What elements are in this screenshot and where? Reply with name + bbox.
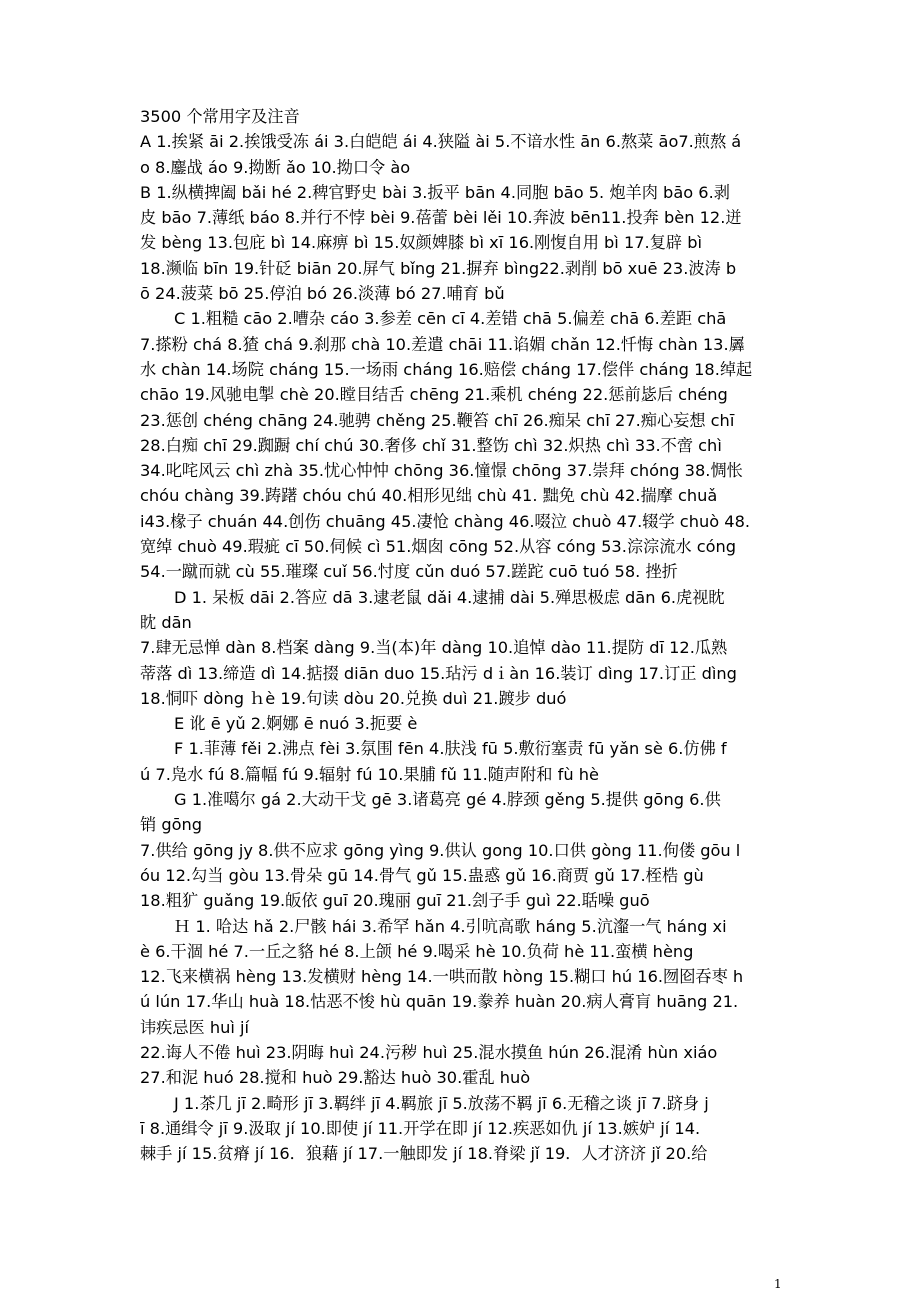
text-line: G 1.准噶尔 gá 2.大动干戈 gē 3.诸葛亮 gé 4.脖颈 gěng 5.提供 gōng 6.供	[174, 790, 721, 810]
page-number: 1	[774, 1277, 782, 1291]
text-line: C 1.粗糙 cāo 2.嘈杂 cáo 3.参差 cēn cī 4.差错 chā 5.偏差 chā 6.差距 chā	[174, 309, 727, 329]
text-line: B 1.纵横捭阖 bǎi hé 2.稗官野史 bài 3.扳平 bān 4.同胞 bāo 5. 炮羊肉 bāo 6.剥	[140, 182, 730, 202]
text-line: 发 bèng 13.包庇 bì 14.麻痹 bì 15.奴颜婢膝 bì xī 16.刚愎自用 bì 17.复辟 bì	[140, 233, 702, 253]
text-line: 28.白痴 chī 29.踟蹰 chí chú 30.奢侈 chǐ 31.整饬 chì 32.炽热 chì 33.不啻 chì	[140, 435, 722, 455]
text-line: 棘手 jí 15.贫瘠 jí 16．狼藉 jí 17.一触即发 jí 18.脊梁 jǐ 19．人才济济 jǐ 20.给	[140, 1144, 708, 1164]
text-line: E 讹 ē yǔ 2.婀娜 ē nuó 3.扼要 è	[174, 714, 418, 734]
text-line: chóu chàng 39.踌躇 chóu chú 40.相形见绌 chù 41. 黜免 chù 42.揣摩 chuǎ	[140, 486, 718, 506]
text-line: 眈 dān	[140, 612, 192, 632]
text-line: 皮 bāo 7.薄纸 báo 8.并行不悖 bèi 9.蓓蕾 bèi lěi 10.奔波 bēn11.投奔 bèn 12.迸	[140, 208, 742, 228]
text-line: 讳疾忌医 huì jí	[140, 1017, 250, 1037]
text-line: 22.诲人不倦 huì 23.阴晦 huì 24.污秽 huì 25.混水摸鱼 hún 26.混淆 hùn xiáo	[140, 1042, 718, 1062]
text-line: ú lún 17.华山 huà 18.怙恶不悛 hù quān 19.豢养 huàn 20.病人膏肓 huāng 21.	[140, 992, 739, 1012]
text-line: chāo 19.风驰电掣 chè 20.瞠目结舌 chēng 21.乘机 chéng 22.惩前毖后 chéng	[140, 385, 728, 405]
text-line: ú 7.凫水 fú 8.篇幅 fú 9.辐射 fú 10.果脯 fǔ 11.随声附和 fù hè	[140, 764, 599, 784]
text-line: 水 chàn 14.场院 cháng 15.一场雨 cháng 16.赔偿 cháng 17.偿伴 cháng 18.绰起	[140, 359, 753, 379]
text-line: 宽绰 chuò 49.瑕疵 cī 50.伺候 cì 51.烟囱 cōng 52.从容 cóng 53.淙淙流水 cóng	[140, 537, 737, 557]
text-line: óu 12.勾当 gòu 13.骨朵 gū 14.骨气 gǔ 15.蛊惑 gǔ 16.商贾 gǔ 17.桎梏 gù	[140, 865, 704, 885]
text-line: 7.供给 gōng jy 8.供不应求 gōng yìng 9.供认 gong 10.口供 gòng 11.佝偻 gōu l	[140, 840, 741, 860]
text-line: Ｈ 1. 哈达 hǎ 2.尸骸 hái 3.希罕 hǎn 4.引吭高歌 háng 5.沆瀣一气 háng xi	[174, 916, 727, 936]
text-line: ī 8.通缉令 jī 9.汲取 jí 10.即使 jí 11.开学在即 jí 12.疾恶如仇 jí 13.嫉妒 jí 14.	[140, 1118, 701, 1138]
text-line: 18.恫吓 dòng ｈè 19.句读 dòu 20.兑换 duì 21.踱步 duó	[140, 688, 567, 708]
text-line: 3500 个常用字及注音	[140, 107, 300, 126]
text-line: D 1. 呆板 dāi 2.答应 dā 3.逮老鼠 dǎi 4.逮捕 dài 5.殚思极虑 dān 6.虎视眈	[174, 587, 725, 607]
text-line: 7.搽粉 chá 8.猹 chá 9.刹那 chà 10.差遣 chāi 11.谄媚 chǎn 12.忏悔 chàn 13.羼	[140, 334, 745, 354]
text-line: 蒂落 dì 13.缔造 dì 14.掂掇 diān duo 15.玷污 dｉàn 16.装订 dìng 17.订正 dìng	[140, 663, 737, 683]
text-line: 23.惩创 chéng chāng 24.驰骋 chěng 25.鞭笞 chī 26.痴呆 chī 27.痴心妄想 chī	[140, 410, 735, 430]
text-line: 18.粗犷 guǎng 19.皈依 guī 20.瑰丽 guī 21.刽子手 guì 22.聒噪 guō	[140, 891, 650, 911]
text-line: ō 24.菠菜 bō 25.停泊 bó 26.淡薄 bó 27.哺育 bǔ	[140, 284, 505, 304]
document-body	[140, 104, 782, 1166]
text-line: è 6.干涸 hé 7.一丘之貉 hé 8.上颌 hé 9.喝采 hè 10.负荷 hè 11.蛮横 hèng	[140, 941, 694, 961]
text-line: J 1.茶几 jī 2.畸形 jī 3.羁绊 jī 4.羁旅 jī 5.放荡不羁 jī 6.无稽之谈 jī 7.跻身 j	[174, 1093, 709, 1113]
text-line: 34.叱咤风云 chì zhà 35.忧心忡忡 chōng 36.憧憬 chōng 37.崇拜 chóng 38.惆怅	[140, 461, 743, 481]
text-line: 7.肆无忌惮 dàn 8.档案 dàng 9.当(本)年 dàng 10.追悼 dào 11.提防 dī 12.瓜熟	[140, 638, 728, 658]
text-line: i43.椽子 chuán 44.创伤 chuāng 45.凄怆 chàng 46.啜泣 chuò 47.辍学 chuò 48.	[140, 511, 751, 531]
text-line: o 8.鏖战 áo 9.拗断 ǎo 10.拗口令 ào	[140, 157, 411, 177]
text-line: A 1.挨紧 āi 2.挨饿受冻 ái 3.白皑皑 ái 4.狭隘 ài 5.不谙水性 ān 6.熬菜 āo7.煎熬 á	[140, 132, 742, 152]
text-line: 54.一蹴而就 cù 55.璀璨 cuǐ 56.忖度 cǔn duó 57.蹉跎 cuō tuó 58. 挫折	[140, 562, 678, 582]
text-line: 销 gōng	[140, 815, 203, 835]
text-line: 27.和泥 huó 28.搅和 huò 29.豁达 huò 30.霍乱 huò	[140, 1068, 531, 1088]
text-line: 12.飞来横祸 hèng 13.发横财 hèng 14.一哄而散 hòng 15.糊口 hú 16.囫囵吞枣 h	[140, 967, 744, 987]
text-line: F 1.菲薄 fěi 2.沸点 fèi 3.氛围 fēn 4.肤浅 fū 5.敷衍塞责 fū yǎn sè 6.仿佛 f	[174, 739, 727, 759]
text-line: 18.濒临 bīn 19.针砭 biān 20.屏气 bǐng 21.摒弃 bìng22.剥削 bō xuē 23.波涛 b	[140, 258, 737, 278]
